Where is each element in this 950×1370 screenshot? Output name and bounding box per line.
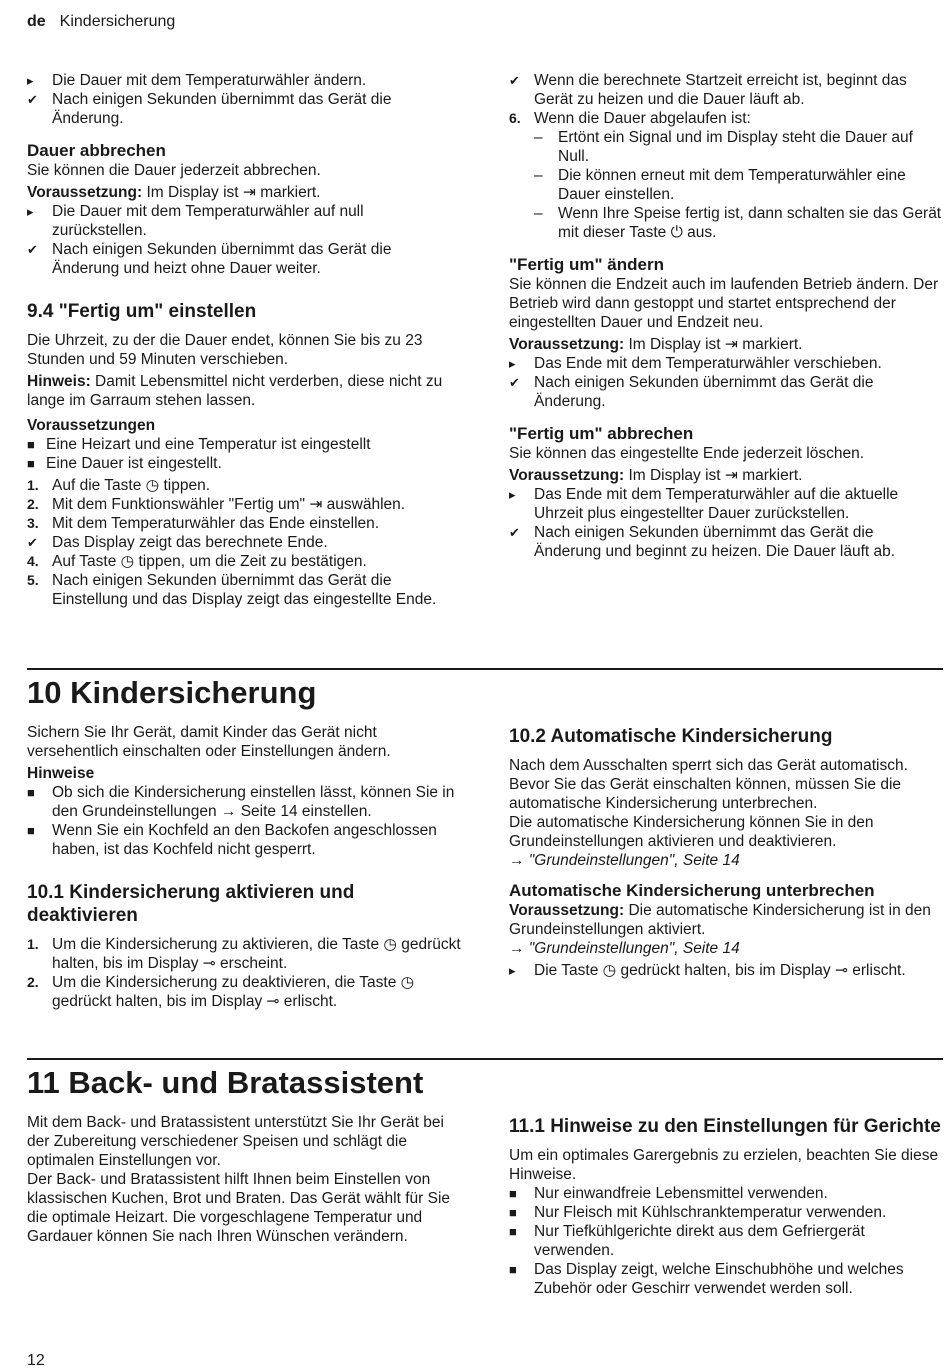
paragraph: Um ein optimales Garergebnis zu erzielen, beachten Sie diese Hinweise.: [509, 1147, 939, 1183]
step-item: 4. Auf Taste ◷ tippen, um die Zeit zu bestätigen.: [27, 553, 367, 570]
right-column-top: [509, 71, 944, 561]
step-item: 6. Wenn die Dauer abgelaufen ist:: [509, 110, 751, 127]
paragraph: Der Back- und Bratassistent hilft Ihnen beim Einstellen von klassischen Kuchen, Brot und Braten. Das Gerät wählt für Sie die optimale Heizart. Die vorgeschlagene Temperatur und Gardauer können Sie nach Ihren Wünschen verändern.: [27, 1171, 451, 1245]
paragraph: Sichern Sie Ihr Gerät, damit Kinder das Gerät nicht versehentlich einschalten oder Einstellungen ändern.: [27, 724, 391, 760]
page-number: 12: [27, 1352, 45, 1369]
voraussetzung: Voraussetzung: Die automatische Kindersicherung ist in den Grundeinstellungen aktiviert.: [509, 902, 931, 938]
list-item: ■ Nur einwandfreie Lebensmittel verwenden.: [509, 1185, 828, 1202]
paragraph: Die Uhrzeit, zu der die Dauer endet, können Sie bis zu 23 Stunden und 59 Minuten verschieben.: [27, 332, 423, 368]
paragraph: Die automatische Kindersicherung können Sie in den Grundeinstellungen aktivieren und deaktivieren.: [509, 814, 874, 850]
list-item: ■ Nur Tiefkühlgerichte direkt aus dem Gefriergerät verwenden.: [509, 1223, 865, 1259]
heading-fertig-um-aendern: "Fertig um" ändern: [509, 255, 664, 274]
language-code: de: [27, 13, 46, 30]
paragraph: Sie können die Endzeit auch im laufenden Betrieb ändern. Der Betrieb wird dann gestoppt und startet entsprechend der eingestellten Dauer und Endzeit neu.: [509, 276, 939, 331]
list-item: ▸ Die Dauer mit dem Temperaturwähler ändern.: [27, 72, 367, 89]
list-item: ✔ Wenn die berechnete Startzeit erreicht ist, beginnt das Gerät zu heizen und die Dauer läuft ab.: [509, 72, 907, 108]
voraussetzung: Voraussetzung: Im Display ist ⇥ markiert.: [509, 336, 803, 353]
heading-fertig-um-abbrechen: "Fertig um" abbrechen: [509, 424, 694, 443]
hinweise-label: Hinweise: [27, 765, 95, 782]
list-item: ✔ Nach einigen Sekunden übernimmt das Gerät die Änderung und beginnt zu heizen. Die Dauer läuft ab.: [509, 524, 896, 560]
sub-item: – Die können erneut mit dem Temperaturwähler eine Dauer einstellen.: [534, 167, 906, 203]
heading-11: 11 Back- und Bratassistent: [27, 1065, 424, 1100]
list-item: ■ Das Display zeigt, welche Einschubhöhe und welches Zubehör oder Geschirr verwendet werden soll.: [509, 1261, 904, 1297]
section-rule: [27, 668, 943, 670]
voraussetzung: Voraussetzung: Im Display ist ⇥ markiert.: [509, 467, 803, 484]
step-item: 5. Nach einigen Sekunden übernimmt das Gerät die Einstellung und das Display zeigt das eingestellte Ende.: [27, 572, 437, 608]
list-item: ■ Nur Fleisch mit Kühlschranktemperatur verwenden.: [509, 1204, 887, 1221]
section-10-right: [509, 725, 944, 980]
list-item: ■ Ob sich die Kindersicherung einstellen lässt, können Sie in den Grundeinstellungen → Seite 14 einstellen.: [27, 784, 455, 820]
heading-dauer-abbrechen: Dauer abbrechen: [27, 141, 166, 160]
list-item: ■ Wenn Sie ein Kochfeld an den Backofen angeschlossen haben, ist das Kochfeld nicht gesperrt.: [27, 822, 437, 858]
section-10-left: [27, 675, 462, 1011]
step-item: 1. Um die Kindersicherung zu aktivieren, die Taste ◷ gedrückt halten, bis im Display ⊸ erscheint.: [27, 936, 461, 972]
section-11-left: [27, 1065, 462, 1246]
left-column-top: [27, 71, 462, 609]
heading-9-4: 9.4 "Fertig um" einstellen: [27, 301, 257, 322]
cross-reference-link[interactable]: → "Grundeinstellungen", Seite 14: [509, 852, 740, 869]
step-item: 3. Mit dem Temperaturwähler das Ende einstellen.: [27, 515, 380, 532]
header-title: Kindersicherung: [59, 13, 176, 30]
step-item: 2. Um die Kindersicherung zu deaktivieren, die Taste ◷ gedrückt halten, bis im Display ⊸ erlischt.: [27, 974, 415, 1010]
page-header: [27, 12, 175, 31]
step-item: 1. Auf die Taste ◷ tippen.: [27, 477, 211, 494]
paragraph: Mit dem Back- und Bratassistent unterstützt Sie Ihr Gerät bei der Zubereitung verschiedener Speisen und schlägt die optimalen Einstellungen vor.: [27, 1114, 444, 1169]
section-11-right: [509, 1115, 944, 1298]
list-item: ▸ Das Ende mit dem Temperaturwähler auf die aktuelle Uhrzeit plus eingestellter Dauer zurückstellen.: [509, 486, 899, 522]
hinweis: Hinweis: Damit Lebensmittel nicht verderben, diese nicht zu lange im Garraum stehen lassen.: [27, 373, 443, 409]
list-item: ▸ Die Dauer mit dem Temperaturwähler auf null zurückstellen.: [27, 203, 364, 239]
sub-item: – Ertönt ein Signal und im Display steht die Dauer auf Null.: [534, 129, 913, 165]
list-item: ▸ Das Ende mit dem Temperaturwähler verschieben.: [509, 355, 882, 372]
heading-10-2: 10.2 Automatische Kindersicherung: [509, 726, 833, 747]
heading-10-1: 10.1 Kindersicherung aktivieren und deaktivieren: [27, 882, 355, 926]
heading-11-1: 11.1 Hinweise zu den Einstellungen für Gerichte: [509, 1116, 941, 1137]
paragraph: Sie können die Dauer jederzeit abbrechen.: [27, 162, 321, 179]
cross-reference-link[interactable]: → "Grundeinstellungen", Seite 14: [509, 940, 740, 957]
heading-10: 10 Kindersicherung: [27, 675, 317, 710]
heading-unterbrechen: Automatische Kindersicherung unterbrechen: [509, 881, 875, 900]
voraussetzung: Voraussetzung: Im Display ist ⇥ markiert.: [27, 184, 321, 201]
list-item: ✔ Nach einigen Sekunden übernimmt das Gerät die Änderung und heizt ohne Dauer weiter.: [27, 241, 392, 277]
paragraph: Nach dem Ausschalten sperrt sich das Gerät automatisch. Bevor Sie das Gerät einschalten können, müssen Sie die automatische Kindersicherung unterbrechen.: [509, 757, 908, 812]
section-rule: [27, 1058, 943, 1060]
voraussetzungen-label: Voraussetzungen: [27, 417, 156, 434]
list-item: ■ Eine Dauer ist eingestellt.: [27, 455, 222, 472]
list-item: ▸ Die Taste ◷ gedrückt halten, bis im Display ⊸ erlischt.: [509, 962, 906, 979]
step-item: 2. Mit dem Funktionswähler "Fertig um" ⇥ auswählen.: [27, 496, 406, 513]
paragraph: Sie können das eingestellte Ende jederzeit löschen.: [509, 445, 865, 462]
list-item: ■ Eine Heizart und eine Temperatur ist eingestellt: [27, 436, 371, 453]
step-item: ✔ Das Display zeigt das berechnete Ende.: [27, 534, 328, 551]
list-item: ✔ Nach einigen Sekunden übernimmt das Gerät die Änderung.: [27, 91, 392, 127]
list-item: ✔ Nach einigen Sekunden übernimmt das Gerät die Änderung.: [509, 374, 874, 410]
sub-item: – Wenn Ihre Speise fertig ist, dann schalten sie das Gerät mit dieser Taste ⏻ aus.: [534, 205, 942, 241]
